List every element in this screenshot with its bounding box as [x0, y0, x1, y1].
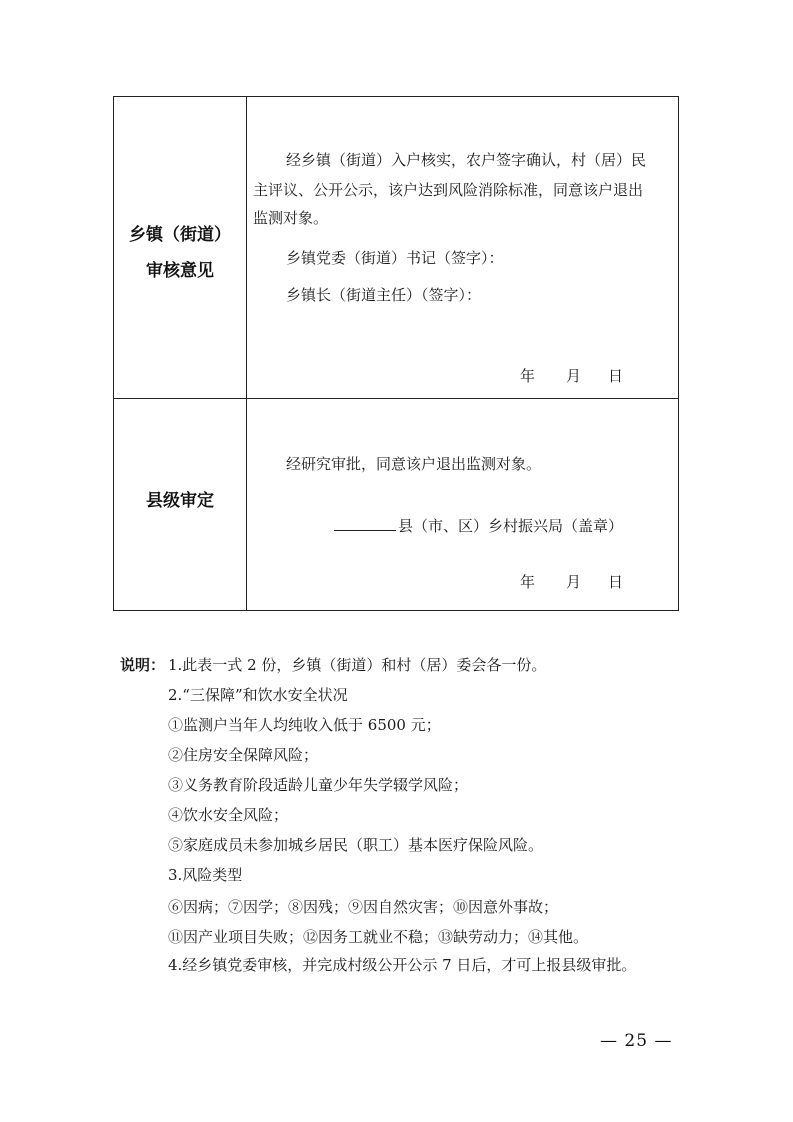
page-number: — 25 — [600, 1031, 673, 1051]
notes-item-2: 2.“三保障”和饮水安全状况 [168, 686, 348, 704]
county-date-day: 日 [608, 573, 624, 591]
notes-item-2-1: ①监测户当年人均纯收入低于 6500 元； [168, 716, 441, 734]
mayor-signature-line: 乡镇长（街道主任）（签字）： [286, 286, 482, 304]
approval-table [113, 96, 679, 611]
column-divider [246, 97, 247, 610]
notes-item-3-1: ⑥因病；⑦因学；⑧因残；⑨因自然灾害；⑩因意外事故； [168, 898, 559, 916]
town-date-day: 日 [608, 367, 624, 385]
county-approval-label: 县级审定 [146, 491, 214, 511]
town-review-para-line3: 监测对象。 [253, 209, 329, 227]
town-date-year: 年 [520, 367, 536, 385]
notes-item-2-4: ④饮水安全风险； [168, 806, 289, 824]
notes-item-3: 3.风险类型 [168, 866, 243, 884]
county-date-year: 年 [520, 573, 536, 591]
county-approval-text: 经研究审批，同意该户退出监测对象。 [286, 455, 542, 473]
town-review-label-line2: 审核意见 [146, 261, 214, 281]
notes-item-3-2: ⑪因产业项目失败；⑫因务工就业不稳；⑬缺劳动力；⑭其他。 [168, 928, 589, 946]
county-name-blank [334, 518, 396, 531]
town-review-para-line1: 经乡镇（街道）入户核实，农户签字确认，村（居）民 [286, 151, 647, 169]
notes-item-1: 1.此表一式 2 份，乡镇（街道）和村（居）委会各一份。 [168, 656, 547, 674]
town-date-month: 月 [566, 367, 582, 385]
notes-item-2-2: ②住房安全保障风险； [168, 746, 319, 764]
county-date-month: 月 [566, 573, 582, 591]
notes-item-2-5: ⑤家庭成员未参加城乡居民（职工）基本医疗保险风险。 [168, 836, 544, 854]
notes-item-4: 4.经乡镇党委审核，并完成村级公开公示 7 日后，才可上报县级审批。 [168, 956, 637, 974]
notes-item-2-3: ③义务教育阶段适龄儿童少年失学辍学风险； [168, 776, 469, 794]
county-seal-line [334, 515, 623, 536]
town-review-label-line1: 乡镇（街道） [129, 225, 231, 245]
notes-label: 说明： [120, 656, 166, 674]
secretary-signature-line: 乡镇党委（街道）书记（签字）： [286, 249, 504, 267]
county-seal-text: 县（市、区）乡村振兴局（盖章） [398, 517, 624, 535]
town-review-para-line2: 主评议、公开公示，该户达到风险消除标准，同意该户退出 [253, 181, 644, 199]
row-divider [114, 398, 678, 399]
